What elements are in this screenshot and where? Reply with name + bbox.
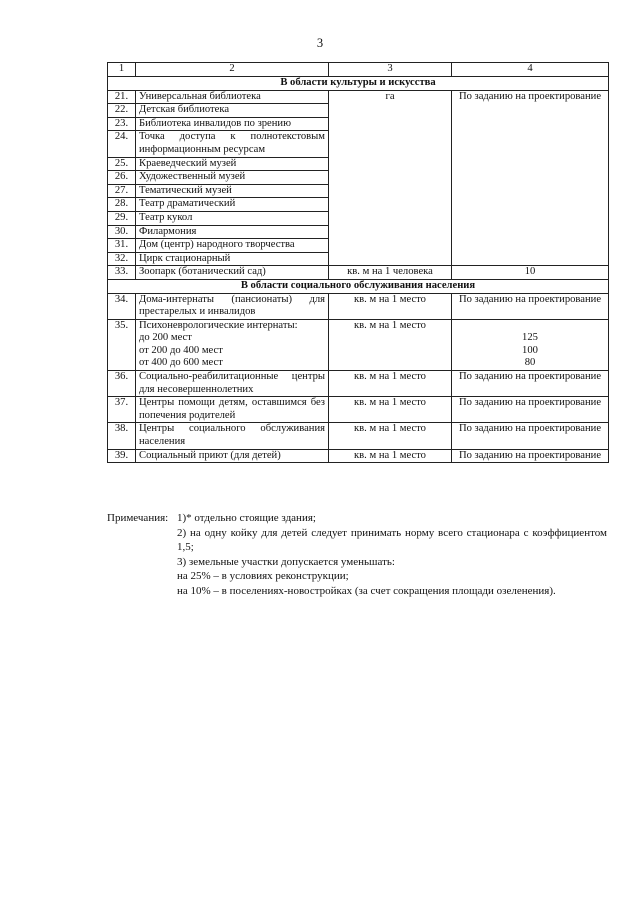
- note-item: 3) земельные участки допускается уменьшать:: [177, 555, 395, 568]
- table-row: [108, 90, 609, 104]
- table-row: [108, 266, 609, 280]
- row-number: 34.: [108, 293, 136, 319]
- row-name: Театр драматический: [136, 198, 329, 212]
- row-number: 29.: [108, 211, 136, 225]
- row-number: 22.: [108, 104, 136, 118]
- row-norm-multiline: [452, 319, 609, 370]
- section-header-row: [108, 279, 609, 293]
- note-item: на 10% – в поселениях-новостройках (за счет сокращения площади озеленения).: [177, 584, 556, 597]
- notes-body: [177, 511, 607, 599]
- column-number: 3: [329, 63, 452, 77]
- row-unit: кв. м на 1 место: [329, 371, 452, 397]
- row-unit: кв. м на 1 место: [329, 319, 452, 370]
- row-number: 32.: [108, 252, 136, 266]
- table-row: [108, 397, 609, 423]
- row-name: Центры социального обслуживания населения: [136, 423, 329, 449]
- section-title-culture: В области культуры и искусства: [108, 77, 609, 91]
- row-name: Детская библиотека: [136, 104, 329, 118]
- row-name: Дома-интернаты (пансионаты) для престарелых и инвалидов: [136, 293, 329, 319]
- row-number: 33.: [108, 266, 136, 280]
- row-name: Точка доступа к полнотекстовым информационным ресурсам: [136, 131, 329, 157]
- norms-table: [107, 62, 609, 463]
- row-name-heading: Психоневрологические интернаты:: [139, 319, 298, 331]
- table-row: [108, 449, 609, 463]
- row-name: Филармония: [136, 225, 329, 239]
- sub-item-label: от 200 до 400 мест: [139, 344, 223, 356]
- column-numbers-row: [108, 63, 609, 77]
- row-name: Социальный приют (для детей): [136, 449, 329, 463]
- sub-item-label: от 400 до 600 мест: [139, 357, 223, 369]
- row-name: Центры помощи детям, оставшимся без попечения родителей: [136, 397, 329, 423]
- row-norm: 10: [452, 266, 609, 280]
- row-name: Краеведческий музей: [136, 157, 329, 171]
- row-number: 39.: [108, 449, 136, 463]
- row-number: 35.: [108, 319, 136, 370]
- row-number: 28.: [108, 198, 136, 212]
- note-item: 1)* отдельно стоящие здания;: [177, 512, 316, 524]
- row-name: Дом (центр) народного творчества: [136, 239, 329, 253]
- column-number: 2: [136, 63, 329, 77]
- row-number: 30.: [108, 225, 136, 239]
- row-number: 21.: [108, 90, 136, 104]
- row-number: 38.: [108, 423, 136, 449]
- note-item: 2) на одну койку для детей следует принимать норму всего стационара с коэффициентом 1,5;: [177, 526, 607, 554]
- row-unit: кв. м на 1 место: [329, 423, 452, 449]
- row-norm: По заданию на проектирование: [452, 423, 609, 449]
- row-name: Цирк стационарный: [136, 252, 329, 266]
- culture-unit-cell: га: [329, 90, 452, 266]
- row-norm: По заданию на проектирование: [452, 293, 609, 319]
- page-number: 3: [316, 36, 324, 50]
- row-number: 25.: [108, 157, 136, 171]
- table-row: [108, 319, 609, 370]
- row-unit: кв. м на 1 место: [329, 293, 452, 319]
- row-name: Театр кукол: [136, 211, 329, 225]
- row-name: Тематический музей: [136, 184, 329, 198]
- section-header-row: [108, 77, 609, 91]
- row-number: 23.: [108, 117, 136, 131]
- row-number: 26.: [108, 171, 136, 185]
- culture-norm-cell: По заданию на проектирование: [452, 90, 609, 266]
- row-name: Библиотека инвалидов по зрению: [136, 117, 329, 131]
- row-name: Художественный музей: [136, 171, 329, 185]
- table-row: [108, 293, 609, 319]
- column-number: 1: [108, 63, 136, 77]
- table-row: [108, 371, 609, 397]
- row-number: 36.: [108, 371, 136, 397]
- notes-label: Примечания:: [107, 512, 169, 524]
- table-row: [108, 423, 609, 449]
- row-number: 37.: [108, 397, 136, 423]
- sub-item-norm: 100: [522, 344, 538, 356]
- row-name: Универсальная библиотека: [136, 90, 329, 104]
- column-number: 4: [452, 63, 609, 77]
- row-name-multiline: [136, 319, 329, 370]
- row-name: Социально-реабилитационные центры для несовершеннолетних: [136, 371, 329, 397]
- row-number: 24.: [108, 131, 136, 157]
- row-norm: По заданию на проектирование: [452, 449, 609, 463]
- sub-item-label: до 200 мест: [139, 332, 192, 344]
- row-unit: кв. м на 1 место: [329, 449, 452, 463]
- sub-item-norm: 125: [522, 332, 538, 344]
- row-norm: По заданию на проектирование: [452, 371, 609, 397]
- row-unit: кв. м на 1 человека: [329, 266, 452, 280]
- row-number: 31.: [108, 239, 136, 253]
- row-name: Зоопарк (ботанический сад): [136, 266, 329, 280]
- sub-item-norm: 80: [524, 357, 536, 369]
- note-item: на 25% – в условиях реконструкции;: [177, 570, 349, 583]
- section-title-social: В области социального обслуживания населения: [108, 279, 609, 293]
- row-number: 27.: [108, 184, 136, 198]
- row-norm: По заданию на проектирование: [452, 397, 609, 423]
- row-unit: кв. м на 1 место: [329, 397, 452, 423]
